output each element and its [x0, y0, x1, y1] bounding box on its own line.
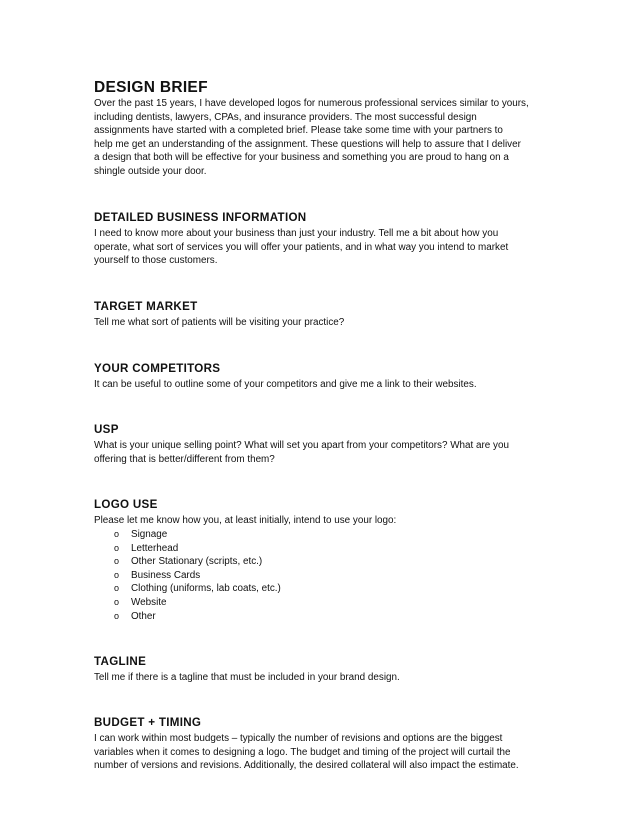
section-heading-tagline: TAGLINE [94, 655, 147, 668]
section-body-budget-timing [94, 732, 584, 773]
intro-line: including dentists, lawyers, CPAs, and insurance providers. The most successful design [94, 111, 477, 123]
document-title: DESIGN BRIEF [94, 79, 208, 96]
body-line: Tell me if there is a tagline that must be included in your brand design. [94, 672, 400, 683]
section-heading-competitors: YOUR COMPETITORS [94, 362, 221, 375]
section-heading-business-info: DETAILED BUSINESS INFORMATION [94, 211, 307, 224]
section-heading-logo-use: LOGO USE [94, 498, 158, 511]
bullet-icon: o [114, 596, 120, 607]
section-heading-usp: USP [94, 423, 119, 436]
body-line: I need to know more about your business than just your industry. Tell me a bit about how you [94, 228, 499, 239]
intro-line: help me get an understanding of the assignment. These questions will help to assure that I deliver [94, 138, 521, 150]
bullet-icon: o [114, 556, 120, 567]
bullet-icon: o [114, 529, 120, 539]
list-item [114, 596, 281, 610]
bullet-icon: o [114, 583, 120, 594]
section-body-usp [94, 439, 584, 466]
section-heading-target-market: TARGET MARKET [94, 300, 198, 313]
logo-use-list [114, 528, 281, 623]
intro-line: a design that both will be effective for your business and something you are proud to hang on a [94, 152, 509, 164]
section-body-target-market [94, 316, 584, 330]
bullet-icon: o [114, 569, 120, 580]
list-item-label: Other Stationary (scripts, etc.) [131, 556, 263, 568]
body-line: offering that is better/different from them? [94, 453, 275, 465]
intro-line: assignments have started with a completed brief. Please take some time with your partners to [94, 125, 503, 137]
intro-paragraph [94, 97, 584, 179]
list-item-label: Letterhead [131, 542, 179, 554]
body-line: Tell me what sort of patients will be visiting your practice? [94, 317, 345, 328]
list-item [114, 582, 281, 596]
list-item [114, 542, 281, 556]
body-line: yourself to those customers. [94, 255, 218, 267]
section-heading-budget-timing: BUDGET + TIMING [94, 716, 202, 729]
list-item-label: Signage [131, 529, 168, 540]
section-body-competitors [94, 378, 584, 392]
body-line: What is your unique selling point? What will set you apart from your competitors? What are you [94, 440, 509, 451]
section-body-logo-use [94, 514, 584, 528]
body-line: variables when it comes to designing a logo. The budget and timing of the project will curtail the [94, 746, 511, 758]
list-item [114, 569, 281, 583]
list-item [114, 610, 281, 624]
list-item-label: Other [131, 610, 156, 622]
section-body-business-info [94, 227, 584, 268]
list-item-label: Clothing (uniforms, lab coats, etc.) [131, 583, 281, 595]
section-body-tagline [94, 671, 584, 685]
list-item [114, 528, 281, 542]
intro-line: shingle outside your door. [94, 165, 207, 177]
intro-line: Over the past 15 years, I have developed logos for numerous professional services similar to yours, [94, 98, 529, 109]
body-line: operate, what sort of services you will offer your patients, and in what way you intend to market [94, 241, 509, 253]
body-line: number of versions and revisions. Additionally, the desired collateral will also impact the estimate. [94, 760, 519, 772]
list-item-label: Website [131, 596, 167, 608]
bullet-icon: o [114, 542, 120, 553]
list-item-label: Business Cards [131, 569, 201, 581]
bullet-icon: o [114, 610, 120, 621]
body-line: I can work within most budgets – typically the number of revisions and options are the biggest [94, 733, 503, 744]
list-item [114, 555, 281, 569]
body-line: It can be useful to outline some of your competitors and give me a link to their websites. [94, 379, 477, 390]
body-line: Please let me know how you, at least initially, intend to use your logo: [94, 515, 397, 526]
